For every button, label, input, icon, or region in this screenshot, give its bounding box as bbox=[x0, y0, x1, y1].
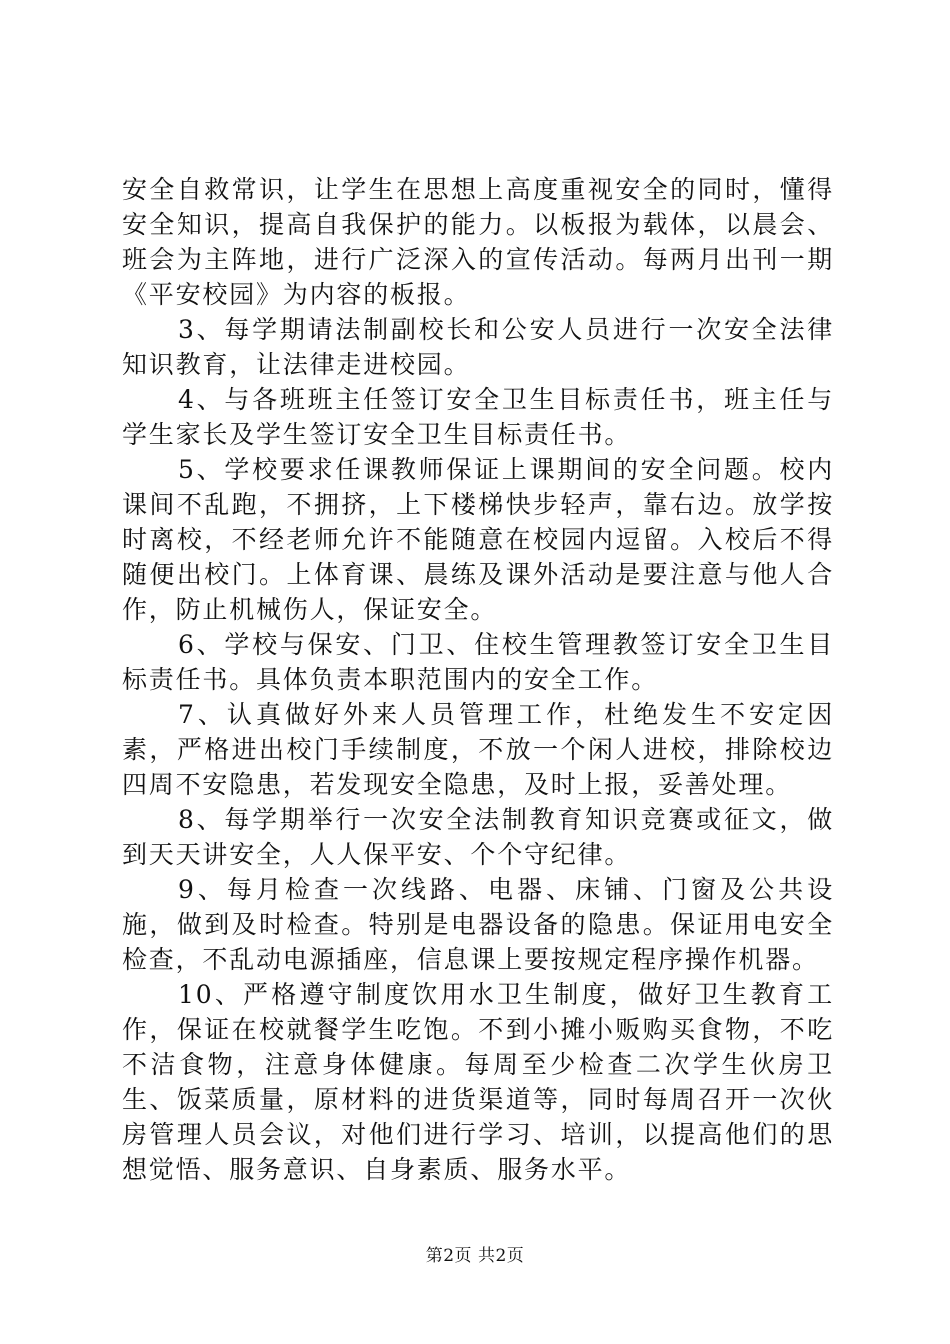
paragraph-item-8: 8、每学期举行一次安全法制教育知识竞赛或征文，做到天天讲安全，人人保平安、个个守纪律。 bbox=[122, 805, 834, 869]
paragraph-continuation: 安全自救常识，让学生在思想上高度重视安全的同时，懂得安全知识，提高自我保护的能力。以板报为载体，以晨会、班会为主阵地，进行广泛深入的宣传活动。每两月出刊一期《平安校园》为内容的板报。 bbox=[122, 175, 834, 309]
document-body bbox=[122, 172, 834, 1187]
paragraph-item-9: 9、每月检查一次线路、电器、床铺、门窗及公共设施，做到及时检查。特别是电器设备的隐患。保证用电安全检查，不乱动电源插座，信息课上要按规定程序操作机器。 bbox=[122, 875, 834, 974]
paragraph-item-6: 6、学校与保安、门卫、住校生管理教签订安全卫生目标责任书。具体负责本职范围内的安全工作。 bbox=[122, 630, 834, 694]
paragraph-item-4: 4、与各班班主任签订安全卫生目标责任书，班主任与学生家长及学生签订安全卫生目标责任书。 bbox=[122, 385, 834, 449]
paragraph-item-3: 3、每学期请法制副校长和公安人员进行一次安全法律知识教育，让法律走进校园。 bbox=[122, 315, 834, 379]
paragraph-item-10: 10、严格遵守制度饮用水卫生制度，做好卫生教育工作，保证在校就餐学生吃饱。不到小摊小贩购买食物，不吃不洁食物，注意身体健康。每周至少检查二次学生伙房卫生、饭菜质量，原材料的进货渠道等，同时每周召开一次伙房管理人员会议，对他们进行学习、培训，以提高他们的思想觉悟、服务意识、自身素质、服务水平。 bbox=[122, 980, 834, 1184]
page-number-label: 第2页 共2页 bbox=[425, 1246, 525, 1266]
paragraph-item-7: 7、认真做好外来人员管理工作，杜绝发生不安定因素，严格进出校门手续制度，不放一个闲人进校，排除校边四周不安隐患，若发现安全隐患，及时上报，妥善处理。 bbox=[122, 700, 834, 799]
page-footer bbox=[0, 1244, 950, 1268]
paragraph-item-5: 5、学校要求任课教师保证上课期间的安全问题。校内课间不乱跑，不拥挤，上下楼梯快步轻声，靠右边。放学按时离校，不经老师允许不能随意在校园内逗留。入校后不得随便出校门。上体育课、晨练及课外活动是要注意与他人合作，防止机械伤人，保证安全。 bbox=[122, 455, 834, 624]
